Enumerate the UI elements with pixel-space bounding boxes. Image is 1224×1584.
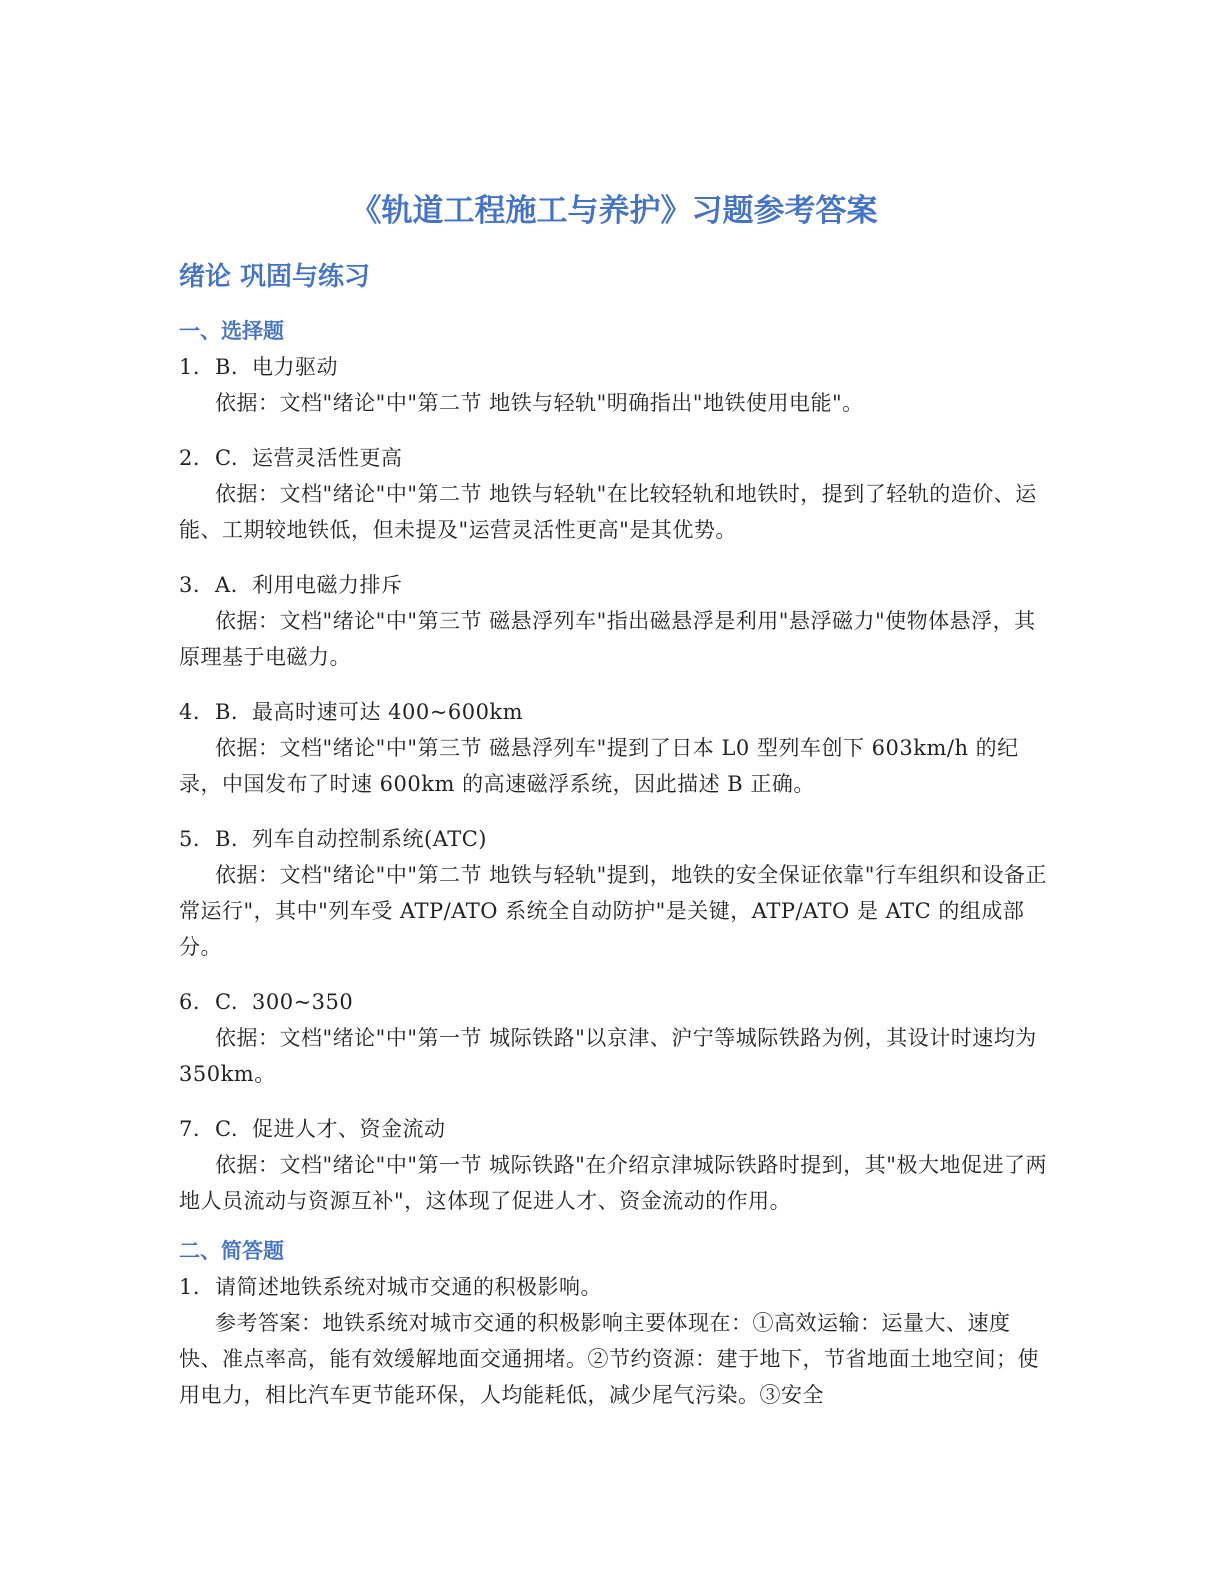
question-text: 请简述地铁系统对城市交通的积极影响。 — [215, 1275, 602, 1299]
answer-text: 运营灵活性更高 — [252, 446, 403, 470]
answer-basis: 依据：文档"绪论"中"第二节 地铁与轻轨"提到，地铁的安全保证依靠"行车组织和设备正常运行"，其中"列车受 ATP/ATO 系统全自动防护"是关键，ATP/ATO 是 ATC 的组成部分。 — [179, 863, 1047, 959]
choice-answer-line — [179, 694, 1049, 730]
question-number: 1. — [179, 355, 201, 379]
choice-answer-line — [179, 440, 1049, 476]
choice-answer-line — [179, 821, 1049, 857]
answer-option: A. — [215, 573, 238, 597]
choice-section-heading: 一、选择题 — [179, 319, 284, 343]
choice-item — [179, 984, 1049, 1092]
question-number: 2. — [179, 446, 201, 470]
answer-basis: 依据：文档"绪论"中"第一节 城际铁路"以京津、沪宁等城际铁路为例，其设计时速均为 350km。 — [179, 1026, 1037, 1086]
choice-item — [179, 1111, 1049, 1219]
short-answer-item — [179, 1269, 1049, 1413]
answer-basis: 依据：文档"绪论"中"第二节 地铁与轻轨"在比较轻轨和地铁时，提到了轻轨的造价、运能、工期较地铁低，但未提及"运营灵活性更高"是其优势。 — [179, 482, 1037, 542]
question-number: 5. — [179, 827, 201, 851]
choice-item — [179, 694, 1049, 802]
answer-basis: 依据：文档"绪论"中"第一节 城际铁路"在介绍京津城际铁路时提到，其"极大地促进了两地人员流动与资源互补"，这体现了促进人才、资金流动的作用。 — [179, 1153, 1047, 1213]
answer-text: 电力驱动 — [252, 355, 338, 379]
choice-item — [179, 440, 1049, 548]
chapter-heading: 绪论 巩固与练习 — [179, 262, 371, 292]
short-answer-question-line — [179, 1269, 1049, 1305]
short-answer-section-heading: 二、简答题 — [179, 1239, 284, 1263]
question-number: 6. — [179, 990, 201, 1014]
answer-basis: 依据：文档"绪论"中"第三节 磁悬浮列车"指出磁悬浮是利用"悬浮磁力"使物体悬浮，其原理基于电磁力。 — [179, 609, 1036, 669]
document-content — [179, 186, 1049, 1413]
document-title: 《轨道工程施工与养护》习题参考答案 — [350, 193, 878, 229]
choice-answer-line — [179, 567, 1049, 603]
choice-item — [179, 349, 1049, 421]
choice-answer-line — [179, 1111, 1049, 1147]
answer-basis: 依据：文档"绪论"中"第三节 磁悬浮列车"提到了日本 L0 型列车创下 603km/h 的纪录，中国发布了时速 600km 的高速磁浮系统，因此描述 B 正确。 — [179, 736, 1019, 796]
answer-option: C. — [215, 446, 238, 470]
choice-item — [179, 567, 1049, 675]
answer-option: C. — [215, 990, 238, 1014]
question-number: 3. — [179, 573, 201, 597]
choice-answer-line — [179, 984, 1049, 1020]
reference-answer: 参考答案：地铁系统对城市交通的积极影响主要体现在：①高效运输：运量大、速度快、准点率高，能有效缓解地面交通拥堵。②节约资源：建于地下，节省地面土地空间；使用电力，相比汽车更节能环保，人均能耗低，减少尾气污染。③安全 — [179, 1311, 1039, 1407]
answer-text: 促进人才、资金流动 — [252, 1117, 446, 1141]
question-number: 4. — [179, 700, 201, 724]
answer-text: 300~350 — [252, 990, 354, 1014]
answer-option: C. — [215, 1117, 238, 1141]
answer-text: 利用电磁力排斥 — [252, 573, 403, 597]
answer-option: B. — [215, 355, 239, 379]
answer-text: 列车自动控制系统(ATC) — [252, 827, 487, 851]
answer-text: 最高时速可达 400~600km — [252, 700, 524, 724]
question-number: 1. — [179, 1275, 201, 1299]
answer-option: B. — [215, 700, 239, 724]
choice-item — [179, 821, 1049, 965]
question-number: 7. — [179, 1117, 201, 1141]
choice-answer-line — [179, 349, 1049, 385]
answer-basis: 依据：文档"绪论"中"第二节 地铁与轻轨"明确指出"地铁使用电能"。 — [215, 391, 864, 415]
answer-option: B. — [215, 827, 239, 851]
